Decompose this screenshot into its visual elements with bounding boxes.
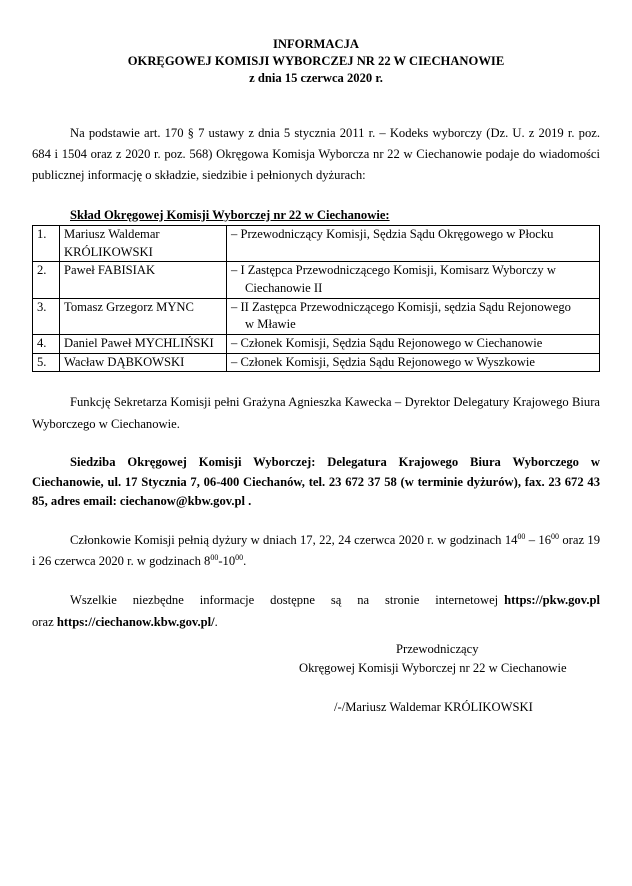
duty-text: – 16 <box>525 532 552 547</box>
member-name: Daniel Paweł MYCHLIŃSKI <box>60 334 227 353</box>
members-table-title: Skład Okręgowej Komisji Wyborczej nr 22 w Ciechanowie: <box>70 207 390 222</box>
member-name: Tomasz Grzegorz MYNC <box>60 298 227 334</box>
kbw-link[interactable]: https://ciechanow.kbw.gov.pl/ <box>56 614 215 629</box>
member-role: – Członek Komisji, Sędzia Sądu Rejonowego w Wyszkowie <box>227 353 600 372</box>
member-name-line1: Mariusz Waldemar <box>64 227 160 242</box>
info-paragraph <box>32 590 600 633</box>
header-date: z dnia 15 czerwca 2020 r. <box>249 71 383 85</box>
secretary-paragraph: Funkcję Sekretarza Komisji pełni Grażyna Agnieszka Kawecka – Dyrektor Delegatury Krajowego Biura Wyborczego w Ciechanowie. <box>32 395 600 431</box>
signature-name: /-/Mariusz Waldemar KRÓLIKOWSKI <box>334 700 533 714</box>
member-name: Paweł FABISIAK <box>60 262 227 298</box>
duty-time-sup: 00 <box>551 531 560 541</box>
seat-paragraph: Siedziba Okręgowej Komisji Wyborczej: Delegatura Krajowego Biura Wyborczego w Ciechanowie, ul. 17 Stycznia 7, 06-400 Ciechanów, tel. 23 672 37 58 (w terminie dyżurów), fax. 23 672 43 85, adres email: ciechanow@kbw.gov.pl . <box>32 455 600 509</box>
intro-paragraph: Na podstawie art. 170 § 7 ustawy z dnia 5 stycznia 2011 r. – Kodeks wyborczy (Dz. U. z 2019 r. poz. 684 i 1504 oraz z 2020 r. poz. 568) Okręgowa Komisja Wyborcza nr 22 w Ciechanowie podaje do wiadomości publicznej informację o składzie, siedzibie i pełnionych dyżurach: <box>32 126 600 182</box>
document-header <box>32 36 600 87</box>
member-role-line2: w Mławie <box>245 317 296 332</box>
member-name: Wacław DĄBKOWSKI <box>60 353 227 372</box>
member-name-line2: KRÓLIKOWSKI <box>64 244 153 259</box>
duty-text: . <box>243 553 247 568</box>
duty-text: Członkowie Komisji pełnią dyżury w dniach 17, 22, 24 czerwca 2020 r. w godzinach 14 <box>70 532 518 547</box>
member-role <box>227 262 600 298</box>
pkw-link[interactable]: https://pkw.gov.pl <box>504 593 600 608</box>
duty-time-sup: 00 <box>210 552 219 562</box>
member-number: 2. <box>33 262 60 298</box>
duty-text: -10 <box>218 553 236 568</box>
member-role: – Przewodniczący Komisji, Sędzia Sądu Okręgowego w Płocku <box>227 226 600 262</box>
member-name <box>60 226 227 262</box>
signature-title: Przewodniczący <box>396 642 479 656</box>
duty-text: oraz 19 i 26 czerwca 2020 r. w godzinach 8 <box>32 532 601 568</box>
member-number: 5. <box>33 353 60 372</box>
info-text: Wszelkie niezbędne informacje dostępne są na stronie internetowej <box>70 593 499 608</box>
member-role-line1: – I Zastępca Przewodniczącego Komisji, Komisarz Wyborczy w <box>231 263 556 278</box>
table-row <box>33 298 600 334</box>
table-row <box>33 226 600 262</box>
member-number: 3. <box>33 298 60 334</box>
info-text: . <box>214 614 218 629</box>
member-role-line2: Ciechanowie II <box>245 281 323 296</box>
member-number: 1. <box>33 226 60 262</box>
table-row <box>33 262 600 298</box>
member-number: 4. <box>33 334 60 353</box>
header-committee: OKRĘGOWEJ KOMISJI WYBORCZEJ NR 22 W CIECHANOWIE <box>127 54 505 68</box>
signature-committee: Okręgowej Komisji Wyborczej nr 22 w Ciechanowie <box>299 661 567 675</box>
member-role: – Członek Komisji, Sędzia Sądu Rejonowego w Ciechanowie <box>227 334 600 353</box>
info-text: oraz <box>32 614 54 629</box>
header-title: INFORMACJA <box>272 37 360 51</box>
duty-paragraph <box>32 530 600 573</box>
table-row <box>33 334 600 353</box>
duty-time-sup: 00 <box>517 531 526 541</box>
duty-time-sup: 00 <box>235 552 244 562</box>
members-table <box>32 225 600 372</box>
member-role-line1: – II Zastępca Przewodniczącego Komisji, sędzia Sądu Rejonowego <box>231 299 571 314</box>
member-role <box>227 298 600 334</box>
table-row <box>33 353 600 372</box>
